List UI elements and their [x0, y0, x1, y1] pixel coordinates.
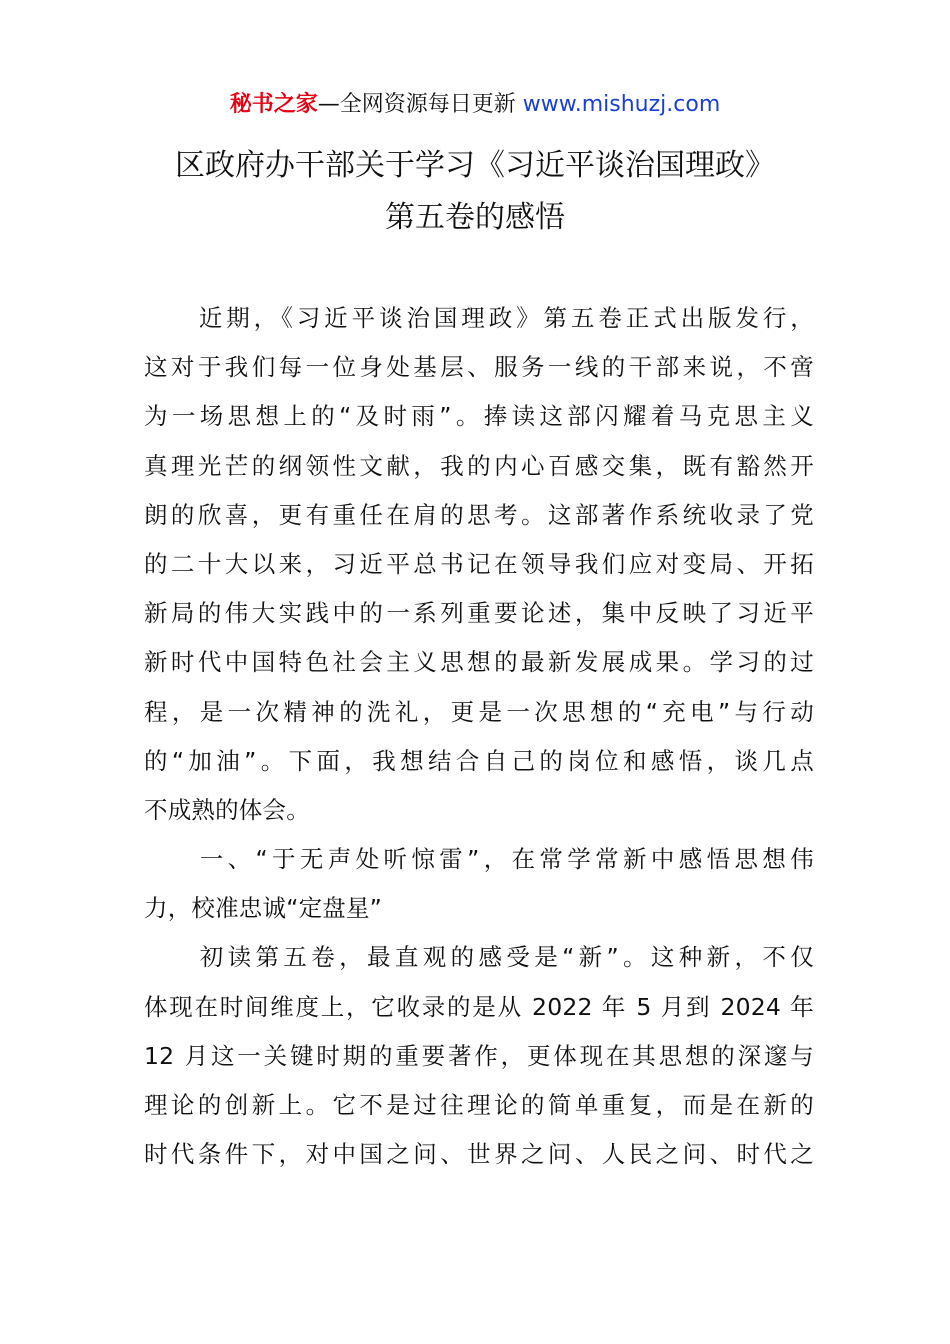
- body-line: 时代条件下，对中国之问、世界之问、人民之问、时代之: [144, 1140, 814, 1169]
- site-url-link[interactable]: www.mishuzj.com: [522, 92, 721, 117]
- body-line: 程，是一次精神的洗礼，更是一次思想的“充电”与行动: [144, 697, 814, 726]
- body-line: 这对于我们每一位身处基层、服务一线的干部来说，不啻: [144, 353, 814, 382]
- body-line: 12 月这一关键时期的重要著作，更体现在其思想的深邃与: [144, 1041, 814, 1070]
- body-line: 朗的欣喜，更有重任在肩的思考。这部著作系统收录了党: [144, 500, 814, 529]
- body-line: 真理光芒的纲领性文献，我的内心百感交集，既有豁然开: [144, 451, 814, 480]
- body-line: 初读第五卷，最直观的感受是“新”。这种新，不仅: [144, 943, 814, 972]
- header-slogan: —全网资源每日更新: [317, 92, 516, 117]
- brand-name: 秘书之家: [229, 92, 318, 117]
- body-line: 为一场思想上的“及时雨”。捧读这部闪耀着马克思主义: [144, 402, 814, 431]
- document-body: [144, 294, 814, 1179]
- body-line: 的“加油”。下面，我想结合自己的岗位和感悟，谈几点: [144, 746, 814, 775]
- body-line: 新时代中国特色社会主义思想的最新发展成果。学习的过: [144, 648, 814, 677]
- body-line: 新局的伟大实践中的一系列重要论述，集中反映了习近平: [144, 599, 814, 628]
- document-title-line-1: 区政府办干部关于学习《习近平谈治国理政》: [175, 148, 775, 183]
- body-line: 理论的创新上。它不是过往理论的简单重复，而是在新的: [144, 1091, 814, 1119]
- body-line: 的二十大以来，习近平总书记在领导我们应对变局、开拓: [144, 549, 814, 578]
- document-title-line-2: 第五卷的感悟: [385, 200, 565, 235]
- section-heading-line: 一、“于无声处听惊雷”，在常学常新中感悟思想伟: [144, 845, 814, 874]
- site-header: [0, 88, 950, 122]
- body-line: 体现在时间维度上，它收录的是从 2022 年 5 月到 2024 年: [144, 992, 814, 1021]
- body-line: 近期，《习近平谈治国理政》第五卷正式出版发行，: [144, 304, 814, 332]
- section-heading-line: 力，校准忠诚“定盘星”: [144, 894, 383, 923]
- body-line: 不成熟的体会。: [144, 795, 310, 824]
